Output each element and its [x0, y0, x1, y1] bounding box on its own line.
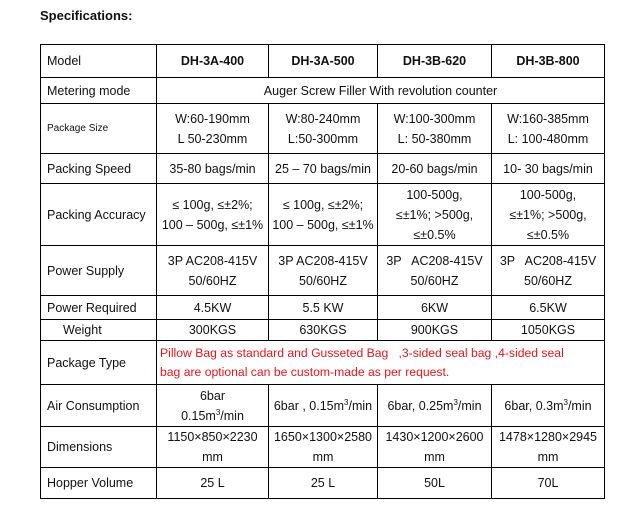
dimensions-cell: 1478×1280×2945 mm	[492, 427, 605, 468]
packing-accuracy-cell: 100-500g, ≤±1%; >500g, ≤±0.5%	[378, 184, 492, 246]
package-size-cell: W:100-300mm L: 50-380mm	[378, 104, 492, 154]
weight-row	[41, 320, 605, 341]
package-type-value: Pillow Bag as standard and Gusseted Bag ,3-sided seal bag ,4-sided seal bag are optional can be custom-made as per request.	[157, 341, 605, 385]
packing-accuracy-label: Packing Accuracy	[41, 184, 157, 246]
package-size-row	[41, 104, 605, 154]
packing-speed-row	[41, 154, 605, 184]
weight-cell: 630KGS	[269, 320, 378, 341]
weight-label: Weight	[41, 320, 157, 341]
packing-speed-label: Packing Speed	[41, 154, 157, 184]
air-consumption-cell: 6bar, $0.3m^3/\min$	[492, 385, 605, 427]
packing-speed-cell: 35-80 bags/min	[157, 154, 269, 184]
hopper-volume-cell: 25 L	[269, 468, 378, 499]
power-required-cell: 6.5KW	[492, 296, 605, 320]
package-size-cell: W:80-240mm L:50-300mm	[269, 104, 378, 154]
weight-cell: 300KGS	[157, 320, 269, 341]
packing-accuracy-row	[41, 184, 605, 246]
air-consumption-cell: 6bar , $0.15m^3/\min$	[269, 385, 378, 427]
dimensions-cell: 1650×1300×2580 mm	[269, 427, 378, 468]
power-supply-label: Power Supply	[41, 246, 157, 296]
air-consumption-label: Air Consumption	[41, 385, 157, 427]
hopper-volume-row	[41, 468, 605, 499]
power-supply-cell: 3P AC208-415V 50/60HZ	[157, 246, 269, 296]
packing-accuracy-cell: 100-500g, ≤±1%; >500g, ≤±0.5%	[492, 184, 605, 246]
packing-accuracy-cell: ≤ 100g, ≤±2%; 100 – 500g, ≤±1%	[269, 184, 378, 246]
package-size-label: Package Size	[41, 104, 157, 154]
air-consumption-row	[41, 385, 605, 427]
model-dh-3b-800: DH-3B-800	[492, 45, 605, 78]
header-row	[41, 45, 605, 78]
hopper-volume-cell: 70L	[492, 468, 605, 499]
model-label: Model	[41, 45, 157, 78]
hopper-volume-cell: 25 L	[157, 468, 269, 499]
package-type-label: Package Type	[41, 341, 157, 385]
packing-speed-cell: 10- 30 bags/min	[492, 154, 605, 184]
packing-speed-cell: 20-60 bags/min	[378, 154, 492, 184]
weight-cell: 1050KGS	[492, 320, 605, 341]
air-consumption-cell: 6bar, $0.25m^3/\min$	[378, 385, 492, 427]
model-dh-3a-400: DH-3A-400	[157, 45, 269, 78]
metering-row	[41, 78, 605, 104]
model-dh-3b-620: DH-3B-620	[378, 45, 492, 78]
page-title: Specifications:	[40, 8, 133, 23]
power-supply-cell: 3P AC208-415V 50/60HZ	[269, 246, 378, 296]
air-consumption-cell: 6bar $0.15m^3/\min$	[157, 385, 269, 427]
power-required-label: Power Required	[41, 296, 157, 320]
power-required-cell: 4.5KW	[157, 296, 269, 320]
dimensions-cell: 1150×850×2230 mm	[157, 427, 269, 468]
metering-value: Auger Screw Filler With revolution counter	[157, 78, 605, 104]
weight-cell: 900KGS	[378, 320, 492, 341]
specifications-table	[40, 44, 605, 499]
power-supply-cell: 3P AC208-415V 50/60HZ	[492, 246, 605, 296]
power-supply-cell: 3P AC208-415V 50/60HZ	[378, 246, 492, 296]
power-required-row	[41, 296, 605, 320]
packing-speed-cell: 25 – 70 bags/min	[269, 154, 378, 184]
model-dh-3a-500: DH-3A-500	[269, 45, 378, 78]
power-required-cell: 5.5 KW	[269, 296, 378, 320]
dimensions-row	[41, 427, 605, 468]
hopper-volume-label: Hopper Volume	[41, 468, 157, 499]
metering-label: Metering mode	[41, 78, 157, 104]
power-required-cell: 6KW	[378, 296, 492, 320]
dimensions-cell: 1430×1200×2600 mm	[378, 427, 492, 468]
package-type-row	[41, 341, 605, 385]
power-supply-row	[41, 246, 605, 296]
package-size-cell: W:60-190mm L 50-230mm	[157, 104, 269, 154]
hopper-volume-cell: 50L	[378, 468, 492, 499]
package-size-cell: W:160-385mm L: 100-480mm	[492, 104, 605, 154]
dimensions-label: Dimensions	[41, 427, 157, 468]
packing-accuracy-cell: ≤ 100g, ≤±2%; 100 – 500g, ≤±1%	[157, 184, 269, 246]
